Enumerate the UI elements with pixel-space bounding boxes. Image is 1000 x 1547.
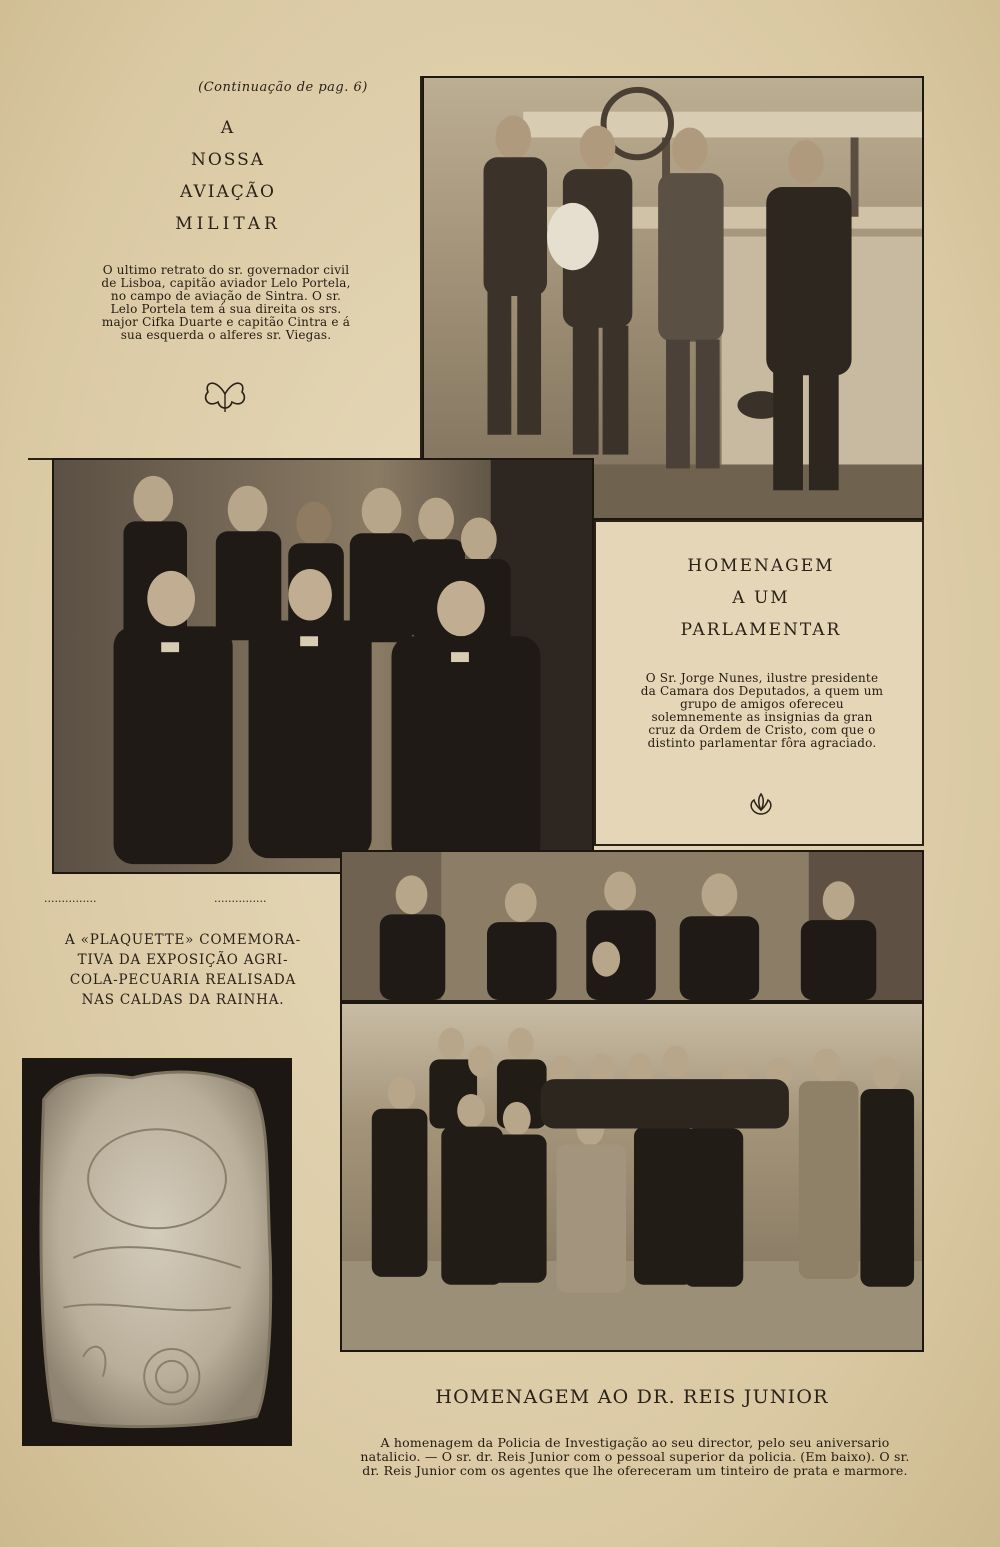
- plaquette-caption-line-1: A «PLAQUETTE» COMEMORA-: [65, 932, 301, 948]
- police-photo-upper: [340, 850, 924, 1002]
- flower-ornament-icon: [746, 792, 776, 818]
- parliament-title-line-1: HOMENAGEM: [687, 556, 835, 576]
- plaquette-caption-line-2: TIVA DA EXPOSIÇÃO AGRI-: [77, 952, 289, 968]
- aviation-title-line-2: NOSSA: [190, 150, 266, 170]
- aviation-title-line-4: MILITAR: [175, 214, 281, 234]
- parliament-title-line-2: A UM: [732, 588, 790, 608]
- aviation-text-panel: [28, 76, 422, 460]
- plaquette-photo: [22, 1058, 292, 1446]
- police-photo-lower: [340, 1002, 924, 1352]
- aviation-title-line-3: AVIAÇÃO: [180, 182, 276, 202]
- parliament-title: [636, 550, 886, 646]
- parliament-photo: [52, 458, 594, 874]
- plaquette-caption-line-4: NAS CALDAS DA RAINHA.: [81, 992, 285, 1008]
- plaquette-caption: [28, 930, 338, 1010]
- aviation-photo: [422, 76, 924, 520]
- reis-junior-title: HOMENAGEM AO DR. REIS JUNIOR: [435, 1386, 829, 1408]
- reis-junior-caption: A homenagem da Policia de Investigação ao seu director, pelo seu aniversario natalicio. — O sr. dr. Reis Junior com o pessoal superior da policia. (Em baixo). O sr. dr. Reis Junior com os agentes que lhe ofereceram um tinteiro de prata e marmore.: [360, 1435, 910, 1478]
- continuation-note: (Continuação de pag. 6): [198, 80, 368, 95]
- dots-left: ...............: [44, 892, 97, 905]
- aviation-caption: O ultimo retrato do sr. governador civil de Lisboa, capitão aviador Lelo Portela, no campo de aviação de Sintra. O sr. Lelo Portela tem á sua direita os srs. major Cifka Duarte e capitão Cintra e á sua esquerda o alferes sr. Viegas.: [101, 263, 351, 342]
- plaquette-caption-line-3: COLA-PECUARIA REALISADA: [69, 972, 297, 988]
- parliament-caption: O Sr. Jorge Nunes, ilustre presidente da Camara dos Deputados, a quem um grupo de amigos ofereceu solemnemente as insignias da gran cruz da Ordem de Cristo, com que o distinto parlamentar fôra agraciado.: [640, 671, 884, 750]
- dots-right: ...............: [214, 892, 267, 905]
- clover-ornament-icon: [198, 374, 252, 414]
- plaquette-caption-block: [28, 880, 338, 1040]
- parliament-title-line-3: PARLAMENTAR: [680, 620, 842, 640]
- aviation-title: [128, 112, 328, 240]
- parliament-text-panel: [594, 520, 924, 846]
- aviation-title-line-1: A: [220, 118, 236, 138]
